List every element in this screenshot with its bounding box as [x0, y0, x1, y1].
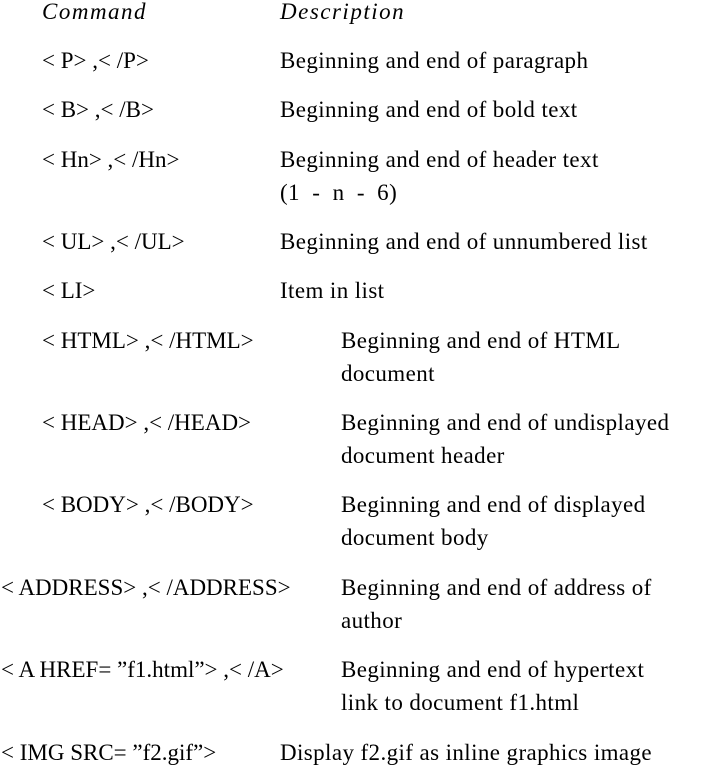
description-ul: Beginning and end of unnumbered list [280, 229, 648, 254]
command-a-href: < A HREF= ”f1.html”> ,< /A> [1, 657, 284, 682]
description-p: Beginning and end of paragraph [280, 48, 589, 73]
command-head: < HEAD> ,< /HEAD> [42, 410, 252, 435]
description-address-line-1: Beginning and end of address of [341, 575, 652, 600]
description-a-href-line-2: link to document f1.html [341, 690, 580, 715]
command-hn: < Hn> ,< /Hn> [42, 147, 180, 172]
description-body-line-1: Beginning and end of displayed [341, 492, 646, 517]
command-b: < B> ,< /B> [42, 97, 154, 122]
description-img-src: Display f2.gif as inline graphics image [280, 740, 653, 765]
description-html-line-2: document [341, 361, 435, 386]
command-address: < ADDRESS> ,< /ADDRESS> [1, 575, 291, 600]
description-head-line-2: document header [341, 443, 505, 468]
description-hn-line-2: (1 - n - 6) [280, 180, 398, 205]
description-hn-line-1: Beginning and end of header text [280, 147, 599, 172]
command-li: < LI> [42, 278, 96, 303]
description-b: Beginning and end of bold text [280, 97, 578, 122]
command-ul: < UL> ,< /UL> [42, 229, 185, 254]
description-head-line-1: Beginning and end of undisplayed [341, 410, 670, 435]
command-p: < P> ,< /P> [42, 48, 149, 73]
command-body: < BODY> ,< /BODY> [42, 492, 254, 517]
command-img-src: < IMG SRC= ”f2.gif”> [1, 740, 217, 765]
description-li: Item in list [280, 278, 385, 303]
command-column-header: Command [42, 0, 148, 24]
description-column-header: Description [280, 0, 406, 24]
description-html-line-1: Beginning and end of HTML [341, 328, 621, 353]
description-body-line-2: document body [341, 525, 489, 550]
command-html: < HTML> ,< /HTML> [42, 328, 254, 353]
description-address-line-2: author [341, 608, 403, 633]
description-a-href-line-1: Beginning and end of hypertext [341, 657, 645, 682]
